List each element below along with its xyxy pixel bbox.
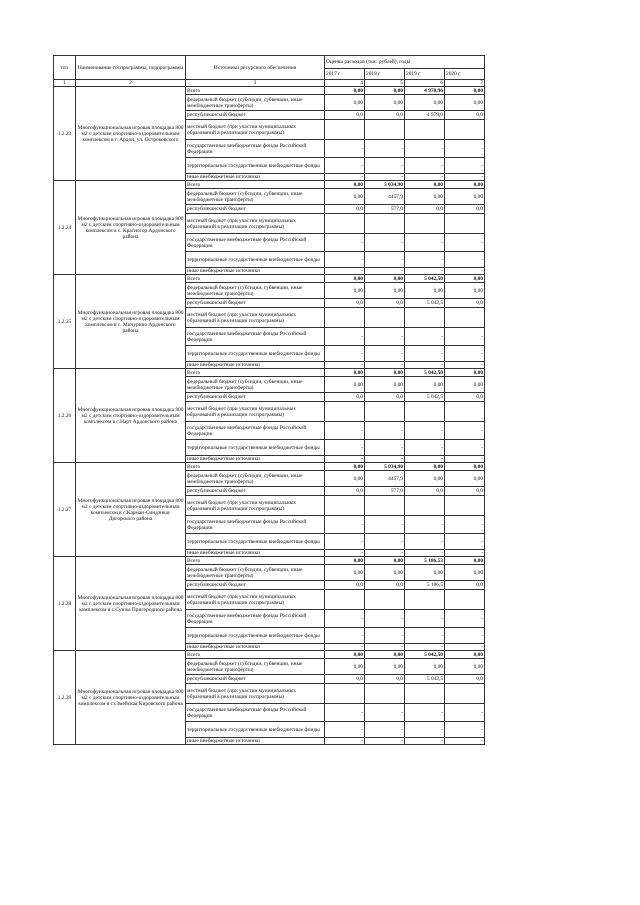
amount-cell: 0,0 [445,205,485,214]
amount-cell [445,684,485,704]
amount-cell: 0,00 [325,565,365,581]
amount-cell: - [365,158,405,174]
item-name: Многофункциональная игровая площадка 800 м2 с детским спортивно-оздоровительным комплексом в с.Сунжа Пригородного района [76,557,186,651]
amount-cell: 4 978,96 [405,87,445,95]
amount-cell [365,402,405,422]
table-row [54,651,485,659]
amount-cell: 5 042,5 [405,393,445,402]
amount-cell: 0,00 [365,557,405,565]
amount-cell: 0,00 [405,283,445,299]
amount-cell: 0,0 [365,111,405,120]
amount-cell: 0,0 [445,675,485,684]
amount-cell: - [405,704,445,722]
amount-cell: - [325,440,365,456]
amount-cell: - [405,158,445,174]
amount-cell: 0,00 [445,659,485,675]
amount-cell: - [445,234,485,252]
amount-cell: - [325,268,365,275]
amount-cell: 0,0 [445,111,485,120]
amount-cell: 0,00 [365,275,405,283]
amount-cell: - [445,140,485,158]
item-name: Многофункциональная игровая площадка 800 м2 с детским спортивно-оздоровительным комплексом в с.Карман-Синдзикау Дигорского района [76,463,186,557]
amount-cell: - [325,158,365,174]
amount-cell: - [325,234,365,252]
amount-cell [365,214,405,234]
column-number: 2 [76,80,186,87]
funding-source: федеральный бюджет (субсидии, субвенции, иные межбюджетные трансферты) [186,283,325,299]
amount-cell: 0,00 [365,369,405,377]
funding-source: государственные внебюджетные фонды Российской Федерации [186,516,325,534]
funding-source: территориальные государственные внебюджетные фонды [186,440,325,456]
amount-cell: 0,00 [445,87,485,95]
amount-cell: - [405,140,445,158]
amount-cell: - [325,174,365,181]
funding-source: территориальные государственные внебюджетные фонды [186,346,325,362]
funding-source: государственные внебюджетные фонды Российской Федерации [186,328,325,346]
amount-cell: 0,00 [325,463,365,471]
amount-cell: 0,0 [325,487,365,496]
header-name: Наименование госпрограммы, подпрограммы [76,56,186,80]
header-year: 2017 г [325,69,365,80]
column-number: 5 [365,80,405,87]
column-number: 3 [186,80,325,87]
amount-cell: 5 042,50 [405,651,445,659]
item-name: Многофункциональная игровая площадка 800 м2 с детским спортивно-оздоровительным комплексом в г. Ардон, ул. Остроковского [76,87,186,181]
amount-cell [405,214,445,234]
amount-cell: 0,0 [325,111,365,120]
amount-cell: 0,0 [405,205,445,214]
amount-cell: - [445,422,485,440]
amount-cell: 0,00 [365,565,405,581]
amount-cell: 0,0 [365,393,405,402]
table-row [54,463,485,471]
item-number: 1.2.25 [54,275,76,369]
amount-cell: 5 042,5 [405,299,445,308]
amount-cell: 0,00 [325,95,365,111]
amount-cell: - [365,328,405,346]
amount-cell: 0,00 [325,651,365,659]
funding-source: республиканский бюджет [186,299,325,308]
funding-source: иные внебюджетные источники [186,456,325,463]
column-number: 6 [405,80,445,87]
amount-cell: 0,00 [445,651,485,659]
funding-source: местный бюджет (при участии муниципальных образований в реализации госпрограммы) [186,120,325,140]
amount-cell [445,308,485,328]
item-name: Многофункциональная игровая площадка 800 м2 с детским спортивно-оздоровительным комплексом в с. Мичурино Ардонского района [76,275,186,369]
amount-cell: 0,00 [325,471,365,487]
amount-cell [445,590,485,610]
amount-cell [325,590,365,610]
amount-cell: 0,00 [405,659,445,675]
amount-cell: 0,0 [325,205,365,214]
amount-cell [325,496,365,516]
amount-cell: 0,0 [445,393,485,402]
amount-cell: - [405,456,445,463]
amount-cell: - [325,456,365,463]
amount-cell: - [365,704,405,722]
table-row [54,369,485,377]
amount-cell: 0,0 [325,675,365,684]
amount-cell: - [325,704,365,722]
funding-source: федеральный бюджет (субсидии, субвенции, иные межбюджетные трансферты) [186,471,325,487]
amount-cell: 0,00 [325,275,365,283]
funding-source: федеральный бюджет (субсидии, субвенции, иные межбюджетные трансферты) [186,95,325,111]
amount-cell [325,214,365,234]
amount-cell: 0,00 [405,181,445,189]
amount-cell: - [365,268,405,275]
amount-cell: 5 042,50 [405,275,445,283]
column-number: 1 [54,80,76,87]
amount-cell: - [445,328,485,346]
amount-cell: 0,00 [405,377,445,393]
funding-source: иные внебюджетные источники [186,268,325,275]
amount-cell: 0,00 [445,557,485,565]
amount-cell: - [405,738,445,745]
amount-cell [365,308,405,328]
amount-cell: - [445,704,485,722]
amount-cell: 5 186,53 [405,557,445,565]
item-number: 1.2.24 [54,181,76,275]
amount-cell: - [365,534,405,550]
funding-source: иные внебюджетные источники [186,362,325,369]
amount-cell: - [445,516,485,534]
amount-cell: - [445,534,485,550]
amount-cell [405,496,445,516]
amount-cell: - [405,252,445,268]
amount-cell: - [325,610,365,628]
amount-cell: - [325,644,365,651]
amount-cell: - [365,422,405,440]
amount-cell: 5 034,90 [365,181,405,189]
funding-source: местный бюджет (при участии муниципальных образований в реализации госпрограммы) [186,402,325,422]
amount-cell: 0,00 [445,283,485,299]
amount-cell: 5 186,5 [405,581,445,590]
amount-cell: 0,0 [365,299,405,308]
expenditure-table [53,55,485,745]
funding-source: иные внебюджетные источники [186,738,325,745]
amount-cell: 0,00 [405,189,445,205]
amount-cell: 0,00 [405,565,445,581]
item-number: 1.2.27 [54,463,76,557]
amount-cell: - [325,516,365,534]
amount-cell [405,308,445,328]
amount-cell: - [325,346,365,362]
table-row [54,181,485,189]
amount-cell: - [405,644,445,651]
amount-cell: - [405,516,445,534]
amount-cell [365,120,405,140]
funding-source: государственные внебюджетные фонды Российской Федерации [186,422,325,440]
amount-cell: - [365,722,405,738]
funding-source: местный бюджет (при участии муниципальных образований в реализации госпрограммы) [186,590,325,610]
amount-cell: 0,00 [325,377,365,393]
amount-cell: 0,00 [405,95,445,111]
amount-cell: - [365,252,405,268]
funding-source: территориальные государственные внебюджетные фонды [186,628,325,644]
funding-source: Всего [186,181,325,189]
funding-source: федеральный бюджет (субсидии, субвенции, иные межбюджетные трансферты) [186,189,325,205]
header-year: 2020 г [445,69,485,80]
amount-cell: - [365,140,405,158]
funding-source: территориальные государственные внебюджетные фонды [186,534,325,550]
amount-cell [325,684,365,704]
funding-source: иные внебюджетные источники [186,644,325,651]
amount-cell: - [365,440,405,456]
funding-source: территориальные государственные внебюджетные фонды [186,158,325,174]
amount-cell: - [445,610,485,628]
amount-cell: - [445,174,485,181]
amount-cell: 0,00 [405,471,445,487]
table-body [54,56,485,745]
amount-cell: - [325,328,365,346]
amount-cell: 577,0 [365,205,405,214]
amount-cell: 0,0 [325,581,365,590]
amount-cell [405,402,445,422]
amount-cell: - [325,722,365,738]
amount-cell: 0,00 [365,659,405,675]
funding-source: республиканский бюджет [186,111,325,120]
amount-cell: - [405,362,445,369]
table-row [54,275,485,283]
funding-source: государственные внебюджетные фонды Российской Федерации [186,234,325,252]
funding-source: республиканский бюджет [186,581,325,590]
funding-source: федеральный бюджет (субсидии, субвенции, иные межбюджетные трансферты) [186,659,325,675]
funding-source: Всего [186,463,325,471]
funding-source: государственные внебюджетные фонды Российской Федерации [186,704,325,722]
column-number: 7 [445,80,485,87]
amount-cell: 0,00 [325,181,365,189]
amount-cell: - [365,516,405,534]
amount-cell: - [405,722,445,738]
amount-cell: 0,00 [445,377,485,393]
amount-cell: - [365,550,405,557]
amount-cell: 0,0 [325,299,365,308]
amount-cell: 4457,9 [365,471,405,487]
amount-cell: - [365,628,405,644]
item-name: Многофункциональная игровая площадка 800 м2 с детским спортивно-оздоровительным комплексом в с. Красногор Ардонского района [76,181,186,275]
amount-cell: 0,00 [445,95,485,111]
amount-cell: 0,00 [445,565,485,581]
funding-source: Всего [186,275,325,283]
amount-cell: - [325,534,365,550]
amount-cell [365,590,405,610]
amount-cell: - [445,158,485,174]
amount-cell: - [405,610,445,628]
amount-cell: - [405,440,445,456]
amount-cell: 0,00 [445,471,485,487]
funding-source: Всего [186,557,325,565]
amount-cell: - [365,234,405,252]
amount-cell: - [405,628,445,644]
item-number: 1.2.28 [54,557,76,651]
amount-cell: 0,00 [365,377,405,393]
amount-cell: - [445,738,485,745]
amount-cell: - [405,346,445,362]
amount-cell: 0,0 [445,581,485,590]
header-year: 2018 г [365,69,405,80]
funding-source: федеральный бюджет (субсидии, субвенции, иные межбюджетные трансферты) [186,565,325,581]
funding-source: Всего [186,369,325,377]
amount-cell: - [445,440,485,456]
item-number: 1.2.26 [54,369,76,463]
amount-cell: 0,00 [325,189,365,205]
amount-cell: - [405,422,445,440]
amount-cell: - [365,644,405,651]
amount-cell [445,214,485,234]
funding-source: местный бюджет (при участии муниципальных образований в реализации госпрограммы) [186,214,325,234]
amount-cell: 0,0 [445,299,485,308]
amount-cell: - [325,422,365,440]
amount-cell: 577,0 [365,487,405,496]
amount-cell: - [365,362,405,369]
amount-cell: - [325,140,365,158]
amount-cell: 0,00 [445,369,485,377]
amount-cell [365,684,405,704]
amount-cell: 0,00 [365,87,405,95]
amount-cell: 0,00 [325,283,365,299]
amount-cell: 0,0 [405,487,445,496]
amount-cell: - [365,456,405,463]
amount-cell: - [365,610,405,628]
funding-source: территориальные государственные внебюджетные фонды [186,252,325,268]
amount-cell: - [405,534,445,550]
amount-cell: - [445,644,485,651]
amount-cell: 0,00 [405,463,445,471]
funding-source: Всего [186,651,325,659]
amount-cell: 0,00 [365,95,405,111]
amount-cell: - [365,346,405,362]
amount-cell: - [445,268,485,275]
amount-cell: - [445,550,485,557]
amount-cell: - [325,738,365,745]
amount-cell: - [325,550,365,557]
header-np: п/п [54,56,76,80]
amount-cell: 0,00 [445,189,485,205]
amount-cell: - [445,346,485,362]
amount-cell [405,684,445,704]
amount-cell: - [325,252,365,268]
funding-source: Всего [186,87,325,95]
amount-cell [365,496,405,516]
amount-cell: 0,0 [325,393,365,402]
amount-cell: - [405,550,445,557]
funding-source: государственные внебюджетные фонды Российской Федерации [186,140,325,158]
amount-cell: 0,00 [365,283,405,299]
amount-cell: 0,00 [445,275,485,283]
amount-cell: 5 042,50 [405,369,445,377]
amount-cell: 0,00 [325,659,365,675]
amount-cell: 5 034,90 [365,463,405,471]
amount-cell: 0,0 [365,581,405,590]
item-number: 1.2.23 [54,87,76,181]
amount-cell: - [405,234,445,252]
funding-source: местный бюджет (при участии муниципальных образований в реализации госпрограммы) [186,496,325,516]
amount-cell: 0,00 [325,87,365,95]
header-year: 2019 г [405,69,445,80]
amount-cell: - [405,174,445,181]
amount-cell: 5 042,5 [405,675,445,684]
amount-cell: - [445,362,485,369]
amount-cell [325,120,365,140]
amount-cell: - [445,628,485,644]
amount-cell [405,590,445,610]
table-row [54,87,485,95]
amount-cell: - [325,628,365,644]
header-estimate: Оценка расходов (тыс. рублей), годы [325,56,485,69]
amount-cell: - [445,722,485,738]
amount-cell: 0,00 [445,181,485,189]
amount-cell: 0,00 [325,557,365,565]
amount-cell: 0,00 [445,463,485,471]
funding-source: местный бюджет (при участии муниципальных образований в реализации госпрограммы) [186,308,325,328]
amount-cell: - [445,456,485,463]
amount-cell: - [405,328,445,346]
header-row-top [54,56,485,69]
column-number-row [54,80,485,87]
amount-cell: - [445,252,485,268]
funding-source: иные внебюджетные источники [186,174,325,181]
funding-source: территориальные государственные внебюджетные фонды [186,722,325,738]
amount-cell [325,308,365,328]
item-name: Многофункциональная игровая площадка 800 м2 с детским спортивно-оздоровительным комплексом в с.Нарт Ардонского района [76,369,186,463]
funding-source: республиканский бюджет [186,393,325,402]
funding-source: местный бюджет (при участии муниципальных образований в реализации госпрограммы) [186,684,325,704]
amount-cell: 0,00 [325,369,365,377]
column-number: 4 [325,80,365,87]
header-source: Источники ресурсного обеспечения [186,56,325,80]
amount-cell: 0,00 [365,651,405,659]
amount-cell: 4 979,0 [405,111,445,120]
item-name: Многофункциональная игровая площадка 800 м2 с детским спортивно-оздоровительным комплексом в ст.Змейская Кировского района [76,651,186,745]
amount-cell: 4457,9 [365,189,405,205]
amount-cell [445,402,485,422]
funding-source: республиканский бюджет [186,675,325,684]
amount-cell: - [365,174,405,181]
funding-source: иные внебюджетные источники [186,550,325,557]
amount-cell [405,120,445,140]
funding-source: республиканский бюджет [186,205,325,214]
amount-cell: - [365,738,405,745]
item-number: 1.2.29 [54,651,76,745]
amount-cell: 0,0 [445,487,485,496]
funding-source: государственные внебюджетные фонды Российской Федерации [186,610,325,628]
amount-cell: - [325,362,365,369]
amount-cell [445,496,485,516]
funding-source: федеральный бюджет (субсидии, субвенции, иные межбюджетные трансферты) [186,377,325,393]
table-row [54,557,485,565]
amount-cell [325,402,365,422]
funding-source: республиканский бюджет [186,487,325,496]
amount-cell [445,120,485,140]
amount-cell: - [405,268,445,275]
amount-cell: 0,0 [365,675,405,684]
